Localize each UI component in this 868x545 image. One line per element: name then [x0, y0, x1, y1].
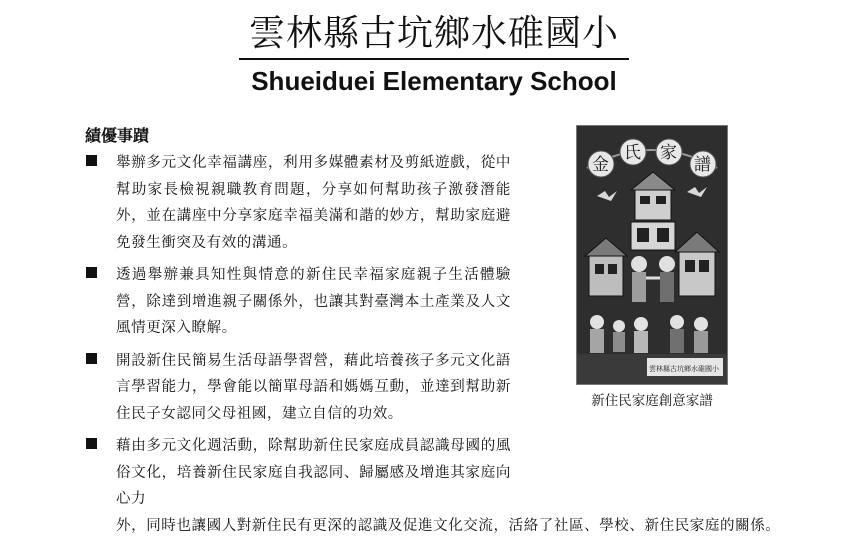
school-title-english: Shueiduei Elementary School	[251, 66, 617, 96]
banner-char: 譜	[694, 155, 711, 175]
square-bullet-icon	[86, 155, 97, 166]
square-bullet-icon	[86, 438, 97, 449]
banner-char: 金	[592, 155, 609, 175]
banner-char: 氏	[624, 143, 641, 163]
list-item-text: 透過舉辦兼具知性與情意的新住民幸福家庭親子生活體驗營，除達到增進親子關係外，也讓其對臺灣本土產業及人文風情更深入瞭解。	[116, 267, 511, 336]
list-item-continuation: 外，同時也讓國人對新住民有更深的認識及促進文化交流，活絡了社區、學校、新住民家庭的關係。	[116, 517, 781, 534]
section-heading: 績優事蹟	[85, 126, 150, 145]
family-tree-photo	[576, 125, 728, 385]
corner-label: 雲林縣古坑鄉水碓國小	[649, 365, 719, 373]
banner-char: 家	[660, 143, 677, 163]
list-item-text: 開設新住民簡易生活母語學習營，藉此培養孩子多元文化語言學習能力，學會能以簡單母語和媽媽互動，並達到幫助新住民子女認同父母祖國，建立自信的功效。	[116, 352, 511, 422]
square-bullet-icon	[86, 353, 97, 364]
school-title-chinese	[0, 12, 868, 60]
square-bullet-icon	[86, 267, 97, 278]
photo-caption: 新住民家庭創意家譜	[591, 393, 713, 409]
list-item	[82, 433, 782, 539]
list-item-text: 舉辦多元文化幸福講座，利用多媒體素材及剪紙遊戲，從中幫助家長檢視親職教育問題，分享如何幫助孩子激發潛能外，並在講座中分享家庭幸福美滿和諧的妙方，幫助家庭避免發生衝突及有效的溝通。	[116, 155, 511, 251]
family-tree-artwork-icon	[577, 126, 727, 384]
list-item-text: 藉由多元文化週活動，除幫助新住民家庭成員認識母國的風俗文化，培養新住民家庭自我認同、歸屬感及增進其家庭向心力	[116, 438, 511, 507]
school-title-chinese-text: 雲林縣古坑鄉水碓國小	[239, 12, 629, 60]
